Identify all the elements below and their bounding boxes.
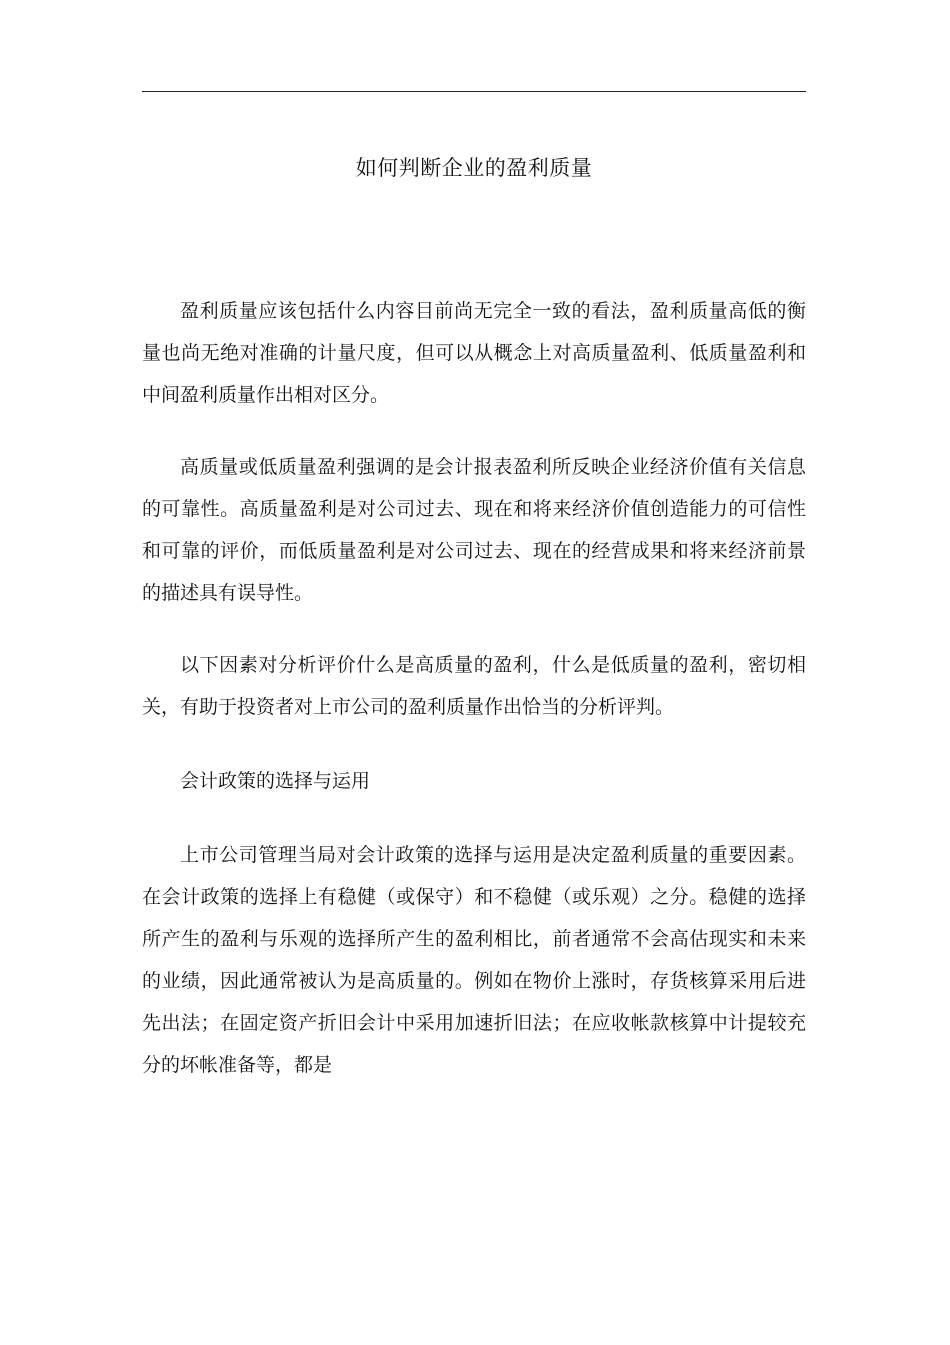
paragraph-1: 盈利质量应该包括什么内容目前尚无完全一致的看法，盈利质量高低的衡量也尚无绝对准确的计量尺度，但可以从概念上对高质量盈利、低质量盈利和中间盈利质量作出相对区分。	[142, 300, 806, 406]
paragraph-3: 以下因素对分析评价什么是高质量的盈利，什么是低质量的盈利，密切相关，有助于投资者对上市公司的盈利质量作出恰当的分析评判。	[142, 654, 806, 718]
document-body	[142, 290, 806, 1086]
header-rule	[142, 91, 806, 92]
section-heading: 会计政策的选择与运用	[180, 770, 371, 792]
paragraph-2: 高质量或低质量盈利强调的是会计报表盈利所反映企业经济价值有关信息的可靠性。高质量盈利是对公司过去、现在和将来经济价值创造能力的可信性和可靠的评价，而低质量盈利是对公司过去、现在的经营成果和将来经济前景的描述具有误导性。	[142, 456, 806, 604]
document-title: 如何判断企业的盈利质量	[355, 156, 593, 180]
section-paragraph: 上市公司管理当局对会计政策的选择与运用是决定盈利质量的重要因素。在会计政策的选择上有稳健（或保守）和不稳健（或乐观）之分。稳健的选择所产生的盈利与乐观的选择所产生的盈利相比，前者通常不会高估现实和未来的业绩，因此通常被认为是高质量的。例如在物价上涨时，存货核算采用后进先出法；在固定资产折旧会计中采用加速折旧法；在应收帐款核算中计提较充分的坏帐准备等，都是	[142, 844, 806, 1076]
